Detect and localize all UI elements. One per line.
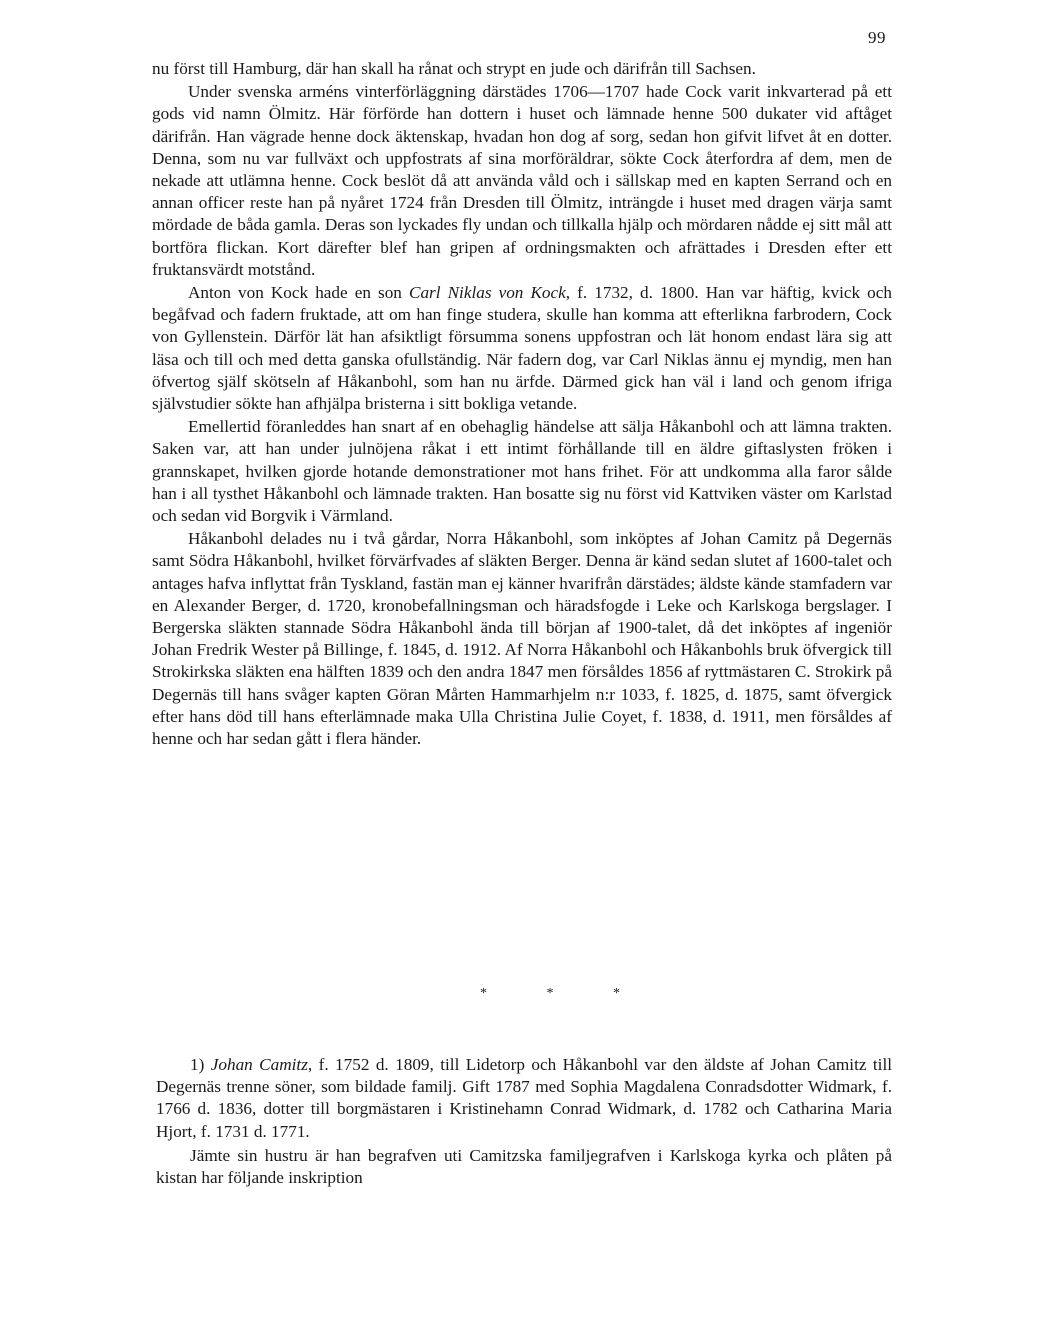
separator-star: * (613, 986, 620, 1001)
paragraph-sale-hakanbohl: Emellertid föranleddes han snart af en obehaglig händelse att sälja Håkanbohl och att lämna trakten. Saken var, att han under julnöjena råkat i ett intimt förhållande till en äldre giftaslysten fröken i grannskapet, hvilken gjorde hotande demonstrationer mot hans frihet. För att undkomma alla faror sålde han i all tysthet Håkanbohl och lämnade trakten. Han bosatte sig nu först vid Kattviken väster om Karlstad och sedan vid Borgvik i Värmland. (152, 417, 892, 526)
main-text (152, 58, 892, 750)
footnote (156, 1054, 892, 1189)
paragraph-carl-niklas (152, 282, 892, 415)
person-name-johan-camitz: Johan Camitz (210, 1055, 308, 1074)
footnote-paragraph-1 (156, 1054, 892, 1143)
paragraph-cock-olmitz: Under svenska arméns vinterförläggning därstädes 1706—1707 hade Cock varit inkvarterad på ett gods vid namn Ölmitz. Här förförde han dottern i huset och lämnade henne 500 dukater vid aftåget därifrån. Han vägrade henne dock äktenskap, hvadan hon dog af sorg, sedan hon gifvit lifvet åt en dotter. Denna, som nu var fullväxt och uppfostrats af sina morföräldrar, sökte Cock återfordra af dem, men de nekade att utlämna henne. Cock beslöt då att använda våld och i sällskap med en kapten Serrand och en annan officer reste han på nyåret 1724 från Dresden till Ölmitz, inträngde i huset med dragen värja samt mördade de båda gamla. Deras son lyckades fly undan och tillkalla hjälp och mördaren nådde ej sitt mål att bortföra flickan. Kort därefter blef han gripen af ordningsmakten och afrättades i Dresden efter ett fruktansvärdt motstånd. (152, 82, 892, 279)
separator-star: * (546, 986, 554, 1001)
footnote-paragraph-2: Jämte sin hustru är han begrafven uti Camitzska familjegrafven i Karlskoga kyrka och plåten på kistan har följande inskription (156, 1145, 892, 1188)
page-number: 99 (868, 28, 886, 47)
paragraph-continuation: nu först till Hamburg, där han skall ha rånat och strypt en jude och därifrån till Sachsen. (152, 59, 756, 78)
person-name-carl-niklas: Carl Niklas von Kock (408, 283, 566, 303)
paragraph-carl-niklas-body: , f. 1732, d. 1800. Han var häftig, kvick och begåfvad och fadern fruktade, att om han finge studera, skulle han komma att efterlikna farbrodern, Cock von Gyllenstein. Därför lät han afsiktligt försumma sonens uppfostran och lät honom endast lära sig att läsa och till och med detta ganska ofullständig. När fadern dog, var Carl Niklas ännu ej myndig, men han öfvertog själf skötseln af Håkanbohl, som han nu ärfde. Därmed gick han väl i land och genom ifriga självstudier sökte han afhjälpa bristerna i sitt bokliga vetande. (152, 283, 892, 414)
footnote-marker: 1) (190, 1055, 211, 1074)
paragraph-carl-niklas-intro: Anton von Kock hade en son (188, 283, 409, 303)
separator-star: * (480, 986, 487, 1001)
footnote-body: , f. 1752 d. 1809, till Lidetorp och Håkanbohl var den äldste af Johan Camitz till Degernäs trenne söner, som bildade familj. Gift 1787 med Sophia Magdalena Conradsdotter Widmark, f. 1766 d. 1836, dotter till borgmästaren i Kristinehamn Conrad Widmark, d. 1782 och Catharina Maria Hjort, f. 1731 d. 1771. (156, 1055, 892, 1141)
section-separator (480, 986, 620, 1002)
paragraph-division-hakanbohl: Håkanbohl delades nu i två gårdar, Norra Håkanbohl, som inköptes af Johan Camitz på Degernäs samt Södra Håkanbohl, hvilket förvärfvades af släkten Berger. Denna är känd sedan slutet af 1600-talet och antages hafva inflyttat från Tyskland, fastän man ej känner hvarifrån därstädes; äldste kände stamfadern var en Alexander Berger, d. 1720, kronobefallningsman och häradsfogde i Leke och Karlskoga bergslager. I Bergerska släkten stannade Södra Håkanbohl ända till början af 1900-talet, då det inköptes af ingeniör Johan Fredrik Wester på Billinge, f. 1845, d. 1912. Af Norra Håkanbohl och Håkanbohls bruk öfvergick till Strokirkska släkten ena hälften 1839 och den andra 1847 men försåldes 1856 af ryttmästaren C. Strokirk på Degernäs till hans svåger kapten Göran Mårten Hammarhjelm n:r 1033, f. 1825, d. 1875, samt öfvergick efter hans död till hans efterlämnade maka Ulla Christina Julie Coyet, f. 1838, d. 1911, men försåldes af henne och har sedan gått i flera händer. (152, 529, 892, 749)
